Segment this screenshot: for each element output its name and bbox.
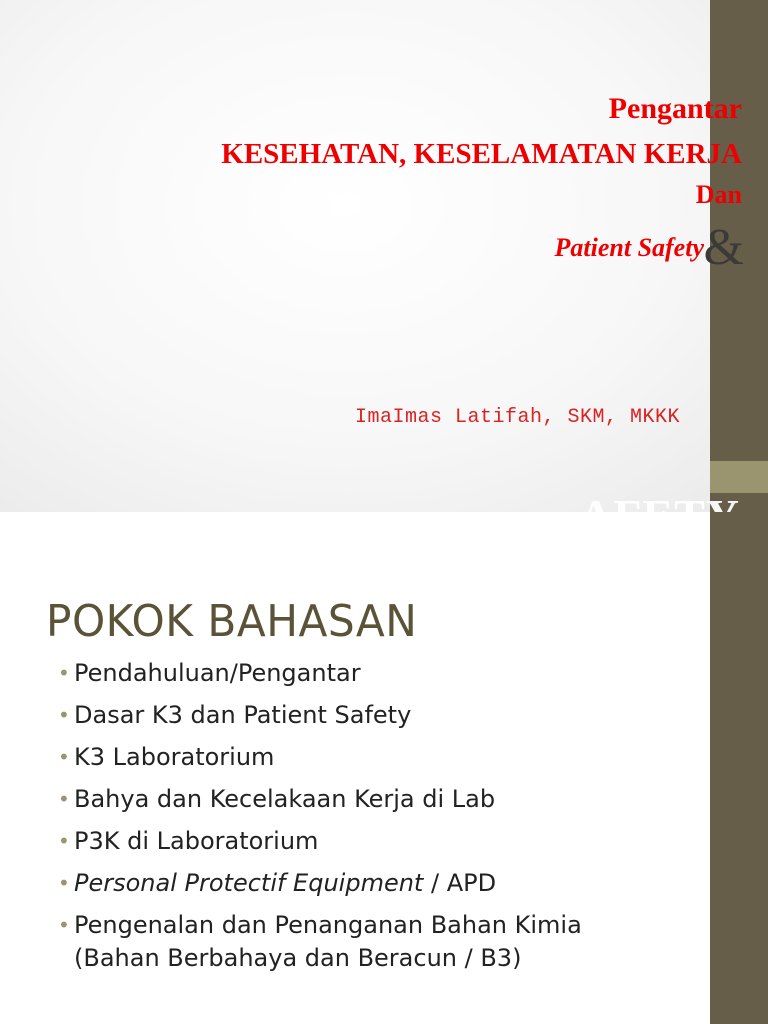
title-line-2: KESEHATAN, KESELAMATAN KERJA xyxy=(221,138,742,170)
list-item: • Pendahuluan/Pengantar xyxy=(58,652,582,694)
bullet-icon: • xyxy=(58,829,70,853)
list-item: • Personal Protectif Equipment / APD xyxy=(58,862,582,904)
bullet-icon: • xyxy=(58,913,70,937)
slide-heading: POKOK BAHASAN xyxy=(46,596,418,647)
list-item: • Pengenalan dan Penanganan Bahan Kimia xyxy=(58,904,582,946)
agenda-slide xyxy=(0,512,768,1024)
bullet-icon: • xyxy=(58,661,70,685)
italic-term: Personal Protectif Equipment xyxy=(74,869,424,897)
ampersand-glyph: & xyxy=(703,219,744,276)
bullet-icon: • xyxy=(58,745,70,769)
sidebar-bar xyxy=(710,512,768,1024)
author-name: ImaImas Latifah, SKM, MKKK xyxy=(354,406,680,429)
list-item: • K3 Laboratorium xyxy=(58,736,582,778)
list-item: • Bahya dan Kecelakaan Kerja di Lab xyxy=(58,778,582,820)
topic-list xyxy=(58,652,582,946)
list-item: • P3K di Laboratorium xyxy=(58,820,582,862)
title-line-4: Patient Safety xyxy=(554,233,704,262)
bullet-icon: • xyxy=(58,703,70,727)
sidebar-accent xyxy=(710,461,768,493)
title-line-1: Pengantar xyxy=(608,92,742,125)
list-continuation: (Bahan Berbahaya dan Beracun / B3) xyxy=(74,944,522,972)
title-line-3: Dan xyxy=(695,180,742,209)
list-item: • Dasar K3 dan Patient Safety xyxy=(58,694,582,736)
bullet-icon: • xyxy=(58,787,70,811)
bullet-icon: • xyxy=(58,871,70,895)
